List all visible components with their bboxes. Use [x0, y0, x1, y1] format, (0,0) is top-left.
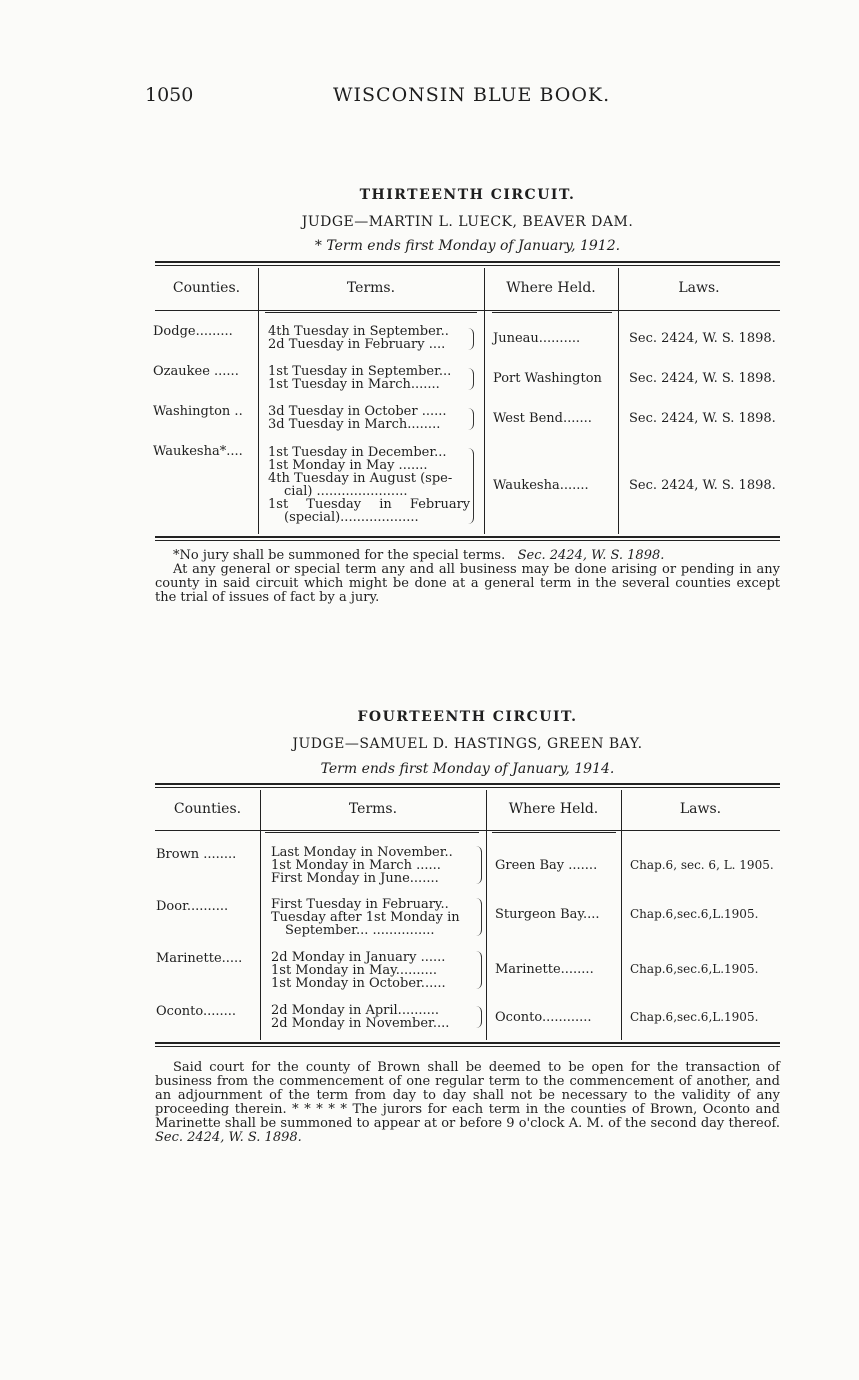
term-cell: 2d Monday in April.......... [271, 1003, 440, 1018]
term-cell: 1st Monday in May ....... [268, 458, 428, 473]
brace [468, 408, 474, 430]
table-top-rule-14 [155, 783, 780, 788]
footnote-jury: *No jury shall be summoned for the special terms. [173, 548, 506, 563]
term-cell: Last Monday in November.. [271, 845, 453, 860]
header-rule-terms [265, 832, 479, 833]
laws-cell: Chap.6,sec.6,L.1905. [630, 907, 759, 921]
where-cell: Waukesha....... [493, 478, 589, 493]
term-cell: September... ............... [285, 923, 435, 938]
footnote-citation: Sec. 2424, W. S. 1898. [517, 548, 665, 563]
header-rule [155, 310, 780, 311]
term-cell: 4th Tuesday in September.. [268, 324, 449, 339]
table-bottom-rule-14 [155, 1042, 780, 1047]
county-cell: Waukesha*.... [153, 444, 243, 459]
county-cell: Ozaukee ...... [153, 364, 239, 379]
col-header-laws: Laws. [678, 280, 720, 296]
book-title: WISCONSIN BLUE BOOK. [333, 84, 611, 106]
brace [468, 328, 474, 350]
section-title-13: THIRTEENTH CIRCUIT. [359, 187, 576, 203]
header-rule [155, 830, 780, 831]
col-divider [618, 268, 619, 534]
term-cell: 1st Monday in March ...... [271, 858, 441, 873]
county-cell: Washington .. [153, 404, 243, 419]
paragraph-14 [155, 1061, 780, 1145]
laws-cell: Sec. 2424, W. S. 1898. [629, 478, 776, 493]
where-cell: Juneau.......... [493, 331, 581, 346]
col-divider [621, 790, 622, 1040]
brace [476, 846, 482, 884]
laws-cell: Chap.6,sec.6,L.1905. [630, 1010, 759, 1024]
brace [476, 1006, 482, 1028]
table-bottom-rule-13 [155, 536, 780, 541]
judge-14: JUDGE—SAMUEL D. HASTINGS, GREEN BAY. [292, 736, 643, 752]
county-cell: Marinette..... [156, 951, 243, 966]
where-cell: Sturgeon Bay.... [495, 907, 600, 922]
laws-cell: Sec. 2424, W. S. 1898. [629, 331, 776, 346]
col-header-terms: Terms. [346, 280, 396, 296]
where-cell: Marinette........ [495, 962, 594, 977]
term-cell: cial) ...................... [284, 484, 408, 499]
col-header-counties: Counties. [172, 280, 241, 296]
term-cell: 1st Monday in May.......... [271, 963, 438, 978]
term-cell: 2d Monday in November.... [271, 1016, 450, 1031]
term-cell: 1st Tuesday in March....... [268, 377, 440, 392]
term-cell: 1st Tuesday in February [268, 497, 471, 512]
col-divider [260, 790, 261, 1040]
where-cell: Port Washington [493, 371, 602, 386]
brace [468, 448, 474, 524]
page-number: 1050 [145, 84, 194, 106]
term-cell: Tuesday after 1st Monday in [271, 910, 460, 925]
term-cell: 3d Tuesday in March........ [268, 417, 441, 432]
header-rule-where [492, 832, 616, 833]
table-top-rule-13 [155, 261, 780, 266]
term-cell: 2d Tuesday in February .... [268, 337, 446, 352]
laws-cell: Chap.6, sec. 6, L. 1905. [630, 858, 774, 872]
judge-13: JUDGE—MARTIN L. LUECK, BEAVER DAM. [301, 214, 634, 230]
where-cell: West Bend....... [493, 411, 592, 426]
header-rule-where [492, 312, 612, 313]
col-header-where: Where Held. [508, 801, 599, 817]
footnotes-13 [155, 549, 780, 605]
brace [476, 951, 482, 989]
county-cell: Oconto........ [156, 1004, 237, 1019]
brace [476, 898, 482, 936]
term-cell: 1st Tuesday in September... [268, 364, 452, 379]
term-note-14: Term ends first Monday of January, 1914. [320, 761, 615, 777]
where-cell: Oconto............ [495, 1010, 592, 1025]
term-cell: 1st Monday in October...... [271, 976, 446, 991]
term-cell: 2d Monday in January ...... [271, 950, 446, 965]
col-header-laws: Laws. [679, 801, 722, 817]
term-cell: 1st Tuesday in December... [268, 445, 447, 460]
county-cell: Dodge......... [153, 324, 233, 339]
where-cell: Green Bay ....... [495, 858, 598, 873]
term-cell: First Tuesday in February.. [271, 897, 449, 912]
col-header-counties: Counties. [173, 801, 242, 817]
laws-cell: Chap.6,sec.6,L.1905. [630, 962, 759, 976]
header-rule-terms [265, 312, 477, 313]
term-cell: (special)................... [284, 510, 419, 525]
col-header-where: Where Held. [506, 280, 596, 296]
col-divider [258, 268, 259, 534]
paragraph-citation: Sec. 2424, W. S. 1898. [155, 1130, 302, 1145]
col-divider [486, 790, 487, 1040]
county-cell: Door.......... [156, 899, 229, 914]
term-cell: 4th Tuesday in August (spe- [268, 471, 453, 486]
section-title-14: FOURTEENTH CIRCUIT. [357, 709, 578, 725]
col-header-terms: Terms. [348, 801, 398, 817]
county-cell: Brown ........ [156, 847, 237, 862]
laws-cell: Sec. 2424, W. S. 1898. [629, 371, 776, 386]
page-header [145, 84, 745, 114]
col-divider [484, 268, 485, 534]
term-cell: 3d Tuesday in October ...... [268, 404, 447, 419]
term-cell: First Monday in June....... [271, 871, 439, 886]
footnote-business: At any general or special term any and all business may be done arising or pending in any county in said circuit which might be done at a general term in the several counties except the trial of issues of fact by a jury. [155, 562, 780, 605]
laws-cell: Sec. 2424, W. S. 1898. [629, 411, 776, 426]
term-note-13: * Term ends first Monday of January, 1912. [314, 238, 621, 254]
brace [468, 368, 474, 390]
paragraph-text: Said court for the county of Brown shall be deemed to be open for the transaction of business from the commencement of one regular term to the commencement of another, and an adjournment of the term from day to day shall not be necessary to the validity of any proceeding therein. * * * * * The jurors for each term in the counties of Brown, Oconto and Marinette shall be summoned to appear at or before 9 o'clock A. M. of the second day thereof. [155, 1060, 780, 1131]
